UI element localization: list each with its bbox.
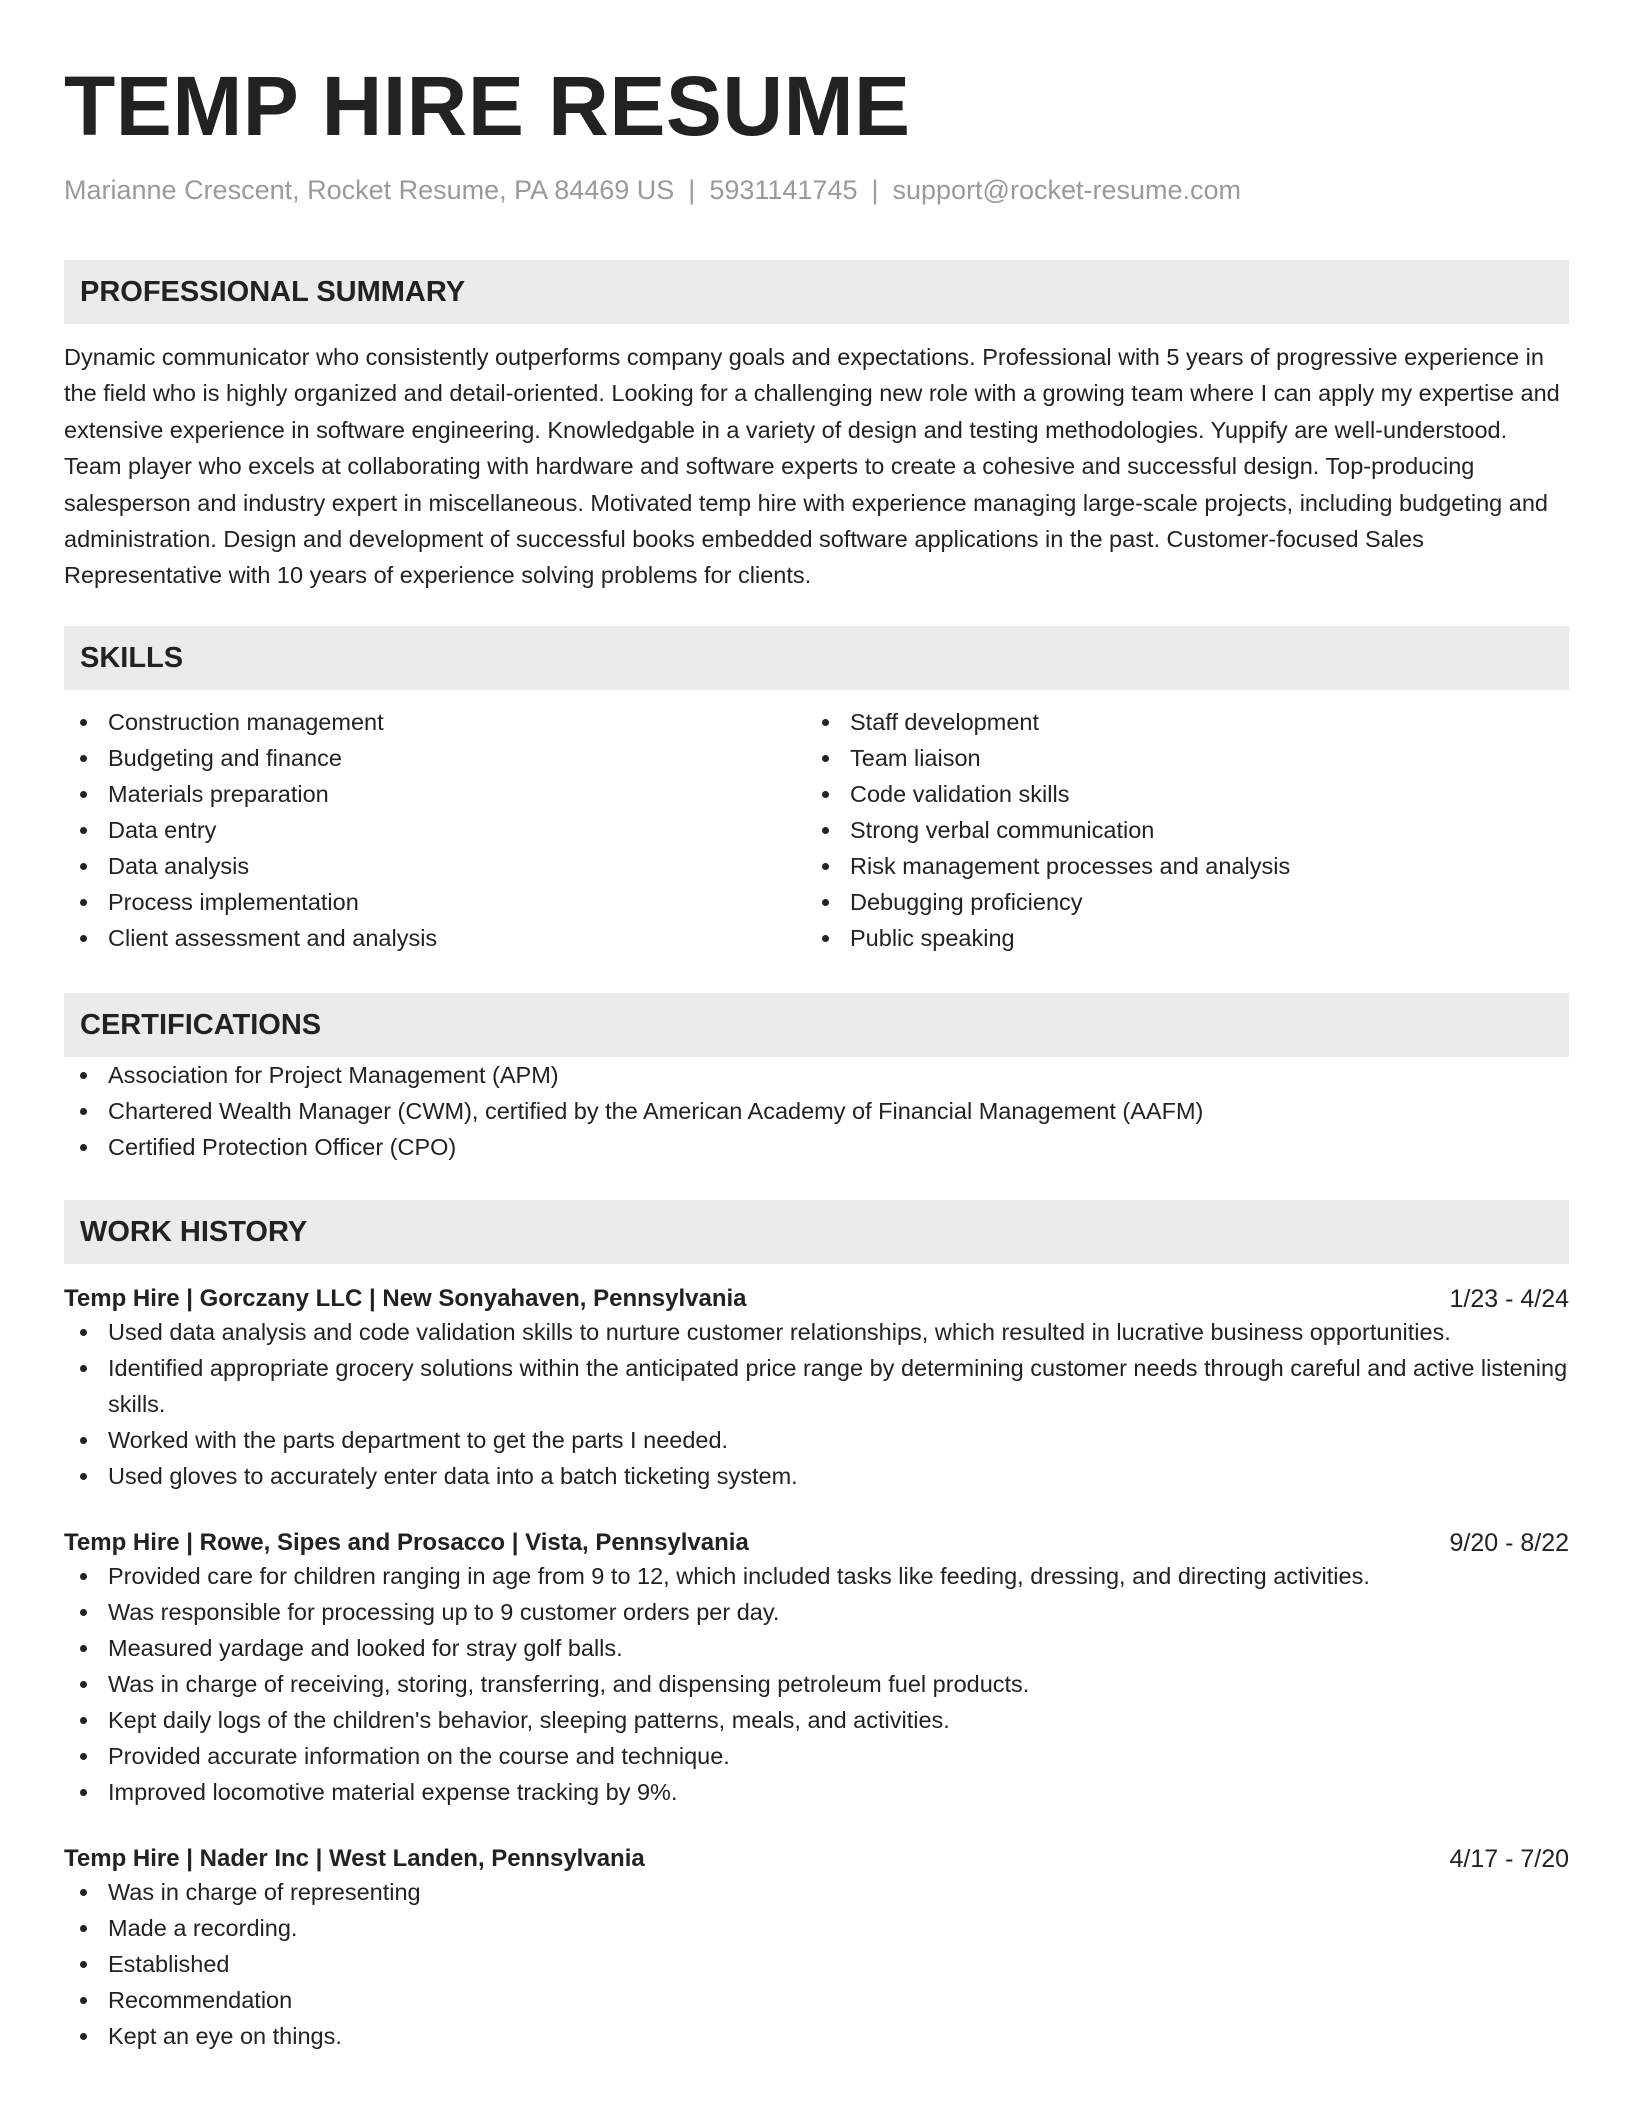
summary-heading: PROFESSIONAL SUMMARY: [64, 260, 1569, 324]
skill-item: Public speaking: [806, 920, 1548, 956]
job-dates: 1/23 - 4/24: [1449, 1284, 1569, 1313]
job-duties-list: [64, 1314, 1569, 1494]
job-duty: Was in charge of representing: [64, 1874, 1569, 1910]
skill-item: Risk management processes and analysis: [806, 848, 1548, 884]
job-entry: [64, 1284, 1569, 1494]
skill-item: Code validation skills: [806, 776, 1548, 812]
skill-item: Client assessment and analysis: [64, 920, 806, 956]
skill-item: Materials preparation: [64, 776, 806, 812]
work-history-heading: WORK HISTORY: [64, 1200, 1569, 1264]
job-header: [64, 1528, 1569, 1558]
contact-phone: 5931141745: [709, 175, 858, 205]
job-title: Temp Hire | Nader Inc | West Landen, Pennsylvania: [64, 1844, 645, 1872]
job-title: Temp Hire | Gorczany LLC | New Sonyahaven, Pennsylvania: [64, 1284, 747, 1312]
job-duty: Identified appropriate grocery solutions within the anticipated price range by determining customer needs through careful and active listening skills.: [64, 1350, 1569, 1422]
skills-columns: [64, 704, 1569, 956]
job-duty: Was responsible for processing up to 9 customer orders per day.: [64, 1594, 1569, 1630]
job-duty: Improved locomotive material expense tracking by 9%.: [64, 1774, 1569, 1810]
job-duty: Was in charge of receiving, storing, transferring, and dispensing petroleum fuel products.: [64, 1666, 1569, 1702]
job-duty: Established: [64, 1946, 1569, 1982]
skill-item: Construction management: [64, 704, 806, 740]
job-duty: Worked with the parts department to get the parts I needed.: [64, 1422, 1569, 1458]
certifications-list: [64, 1057, 1569, 1165]
job-duty: Made a recording.: [64, 1910, 1569, 1946]
skills-column-left: [64, 704, 806, 956]
contact-separator: |: [871, 175, 879, 205]
job-header: [64, 1844, 1569, 1874]
skills-list-left: [64, 704, 806, 956]
job-duty: Provided care for children ranging in age from 9 to 12, which included tasks like feeding, dressing, and directing activities.: [64, 1558, 1569, 1594]
contact-address: Marianne Crescent, Rocket Resume, PA 84469 US: [64, 175, 675, 205]
job-duty: Measured yardage and looked for stray golf balls.: [64, 1630, 1569, 1666]
job-duties-list: [64, 1874, 1569, 2054]
skills-section: [64, 626, 1569, 956]
job-entry: [64, 1844, 1569, 2054]
job-duty: Recommendation: [64, 1982, 1569, 2018]
work-history-section: [64, 1200, 1569, 2054]
resume-page: [64, 0, 1569, 2054]
contact-separator: |: [688, 175, 696, 205]
job-title: Temp Hire | Rowe, Sipes and Prosacco | Vista, Pennsylvania: [64, 1528, 749, 1556]
job-duty: Kept an eye on things.: [64, 2018, 1569, 2054]
summary-section: [64, 260, 1569, 594]
certification-item: Chartered Wealth Manager (CWM), certified by the American Academy of Financial Management (AAFM): [64, 1093, 1569, 1129]
job-entry: [64, 1528, 1569, 1810]
job-header: [64, 1284, 1569, 1314]
skills-column-right: [806, 704, 1548, 956]
resume-title: TEMP HIRE RESUME: [64, 59, 911, 153]
skills-heading: SKILLS: [64, 626, 1569, 690]
summary-text: Dynamic communicator who consistently outperforms company goals and expectations. Professional with 5 years of progressive experience in the field who is highly organized and detail-oriented. Looking for a challenging new role with a growing team where I can apply my expertise and extensive experience in software engineering. Knowledgable in a variety of design and testing methodologies. Yuppify are well-understood. Team player who excels at collaborating with hardware and software experts to create a cohesive and successful design. Top-producing salesperson and industry expert in miscellaneous. Motivated temp hire with experience managing large-scale projects, including budgeting and administration. Design and development of successful books embedded software applications in the past. Customer-focused Sales Representative with 10 years of experience solving problems for clients.: [64, 344, 1560, 589]
job-duties-list: [64, 1558, 1569, 1810]
skills-list-right: [806, 704, 1548, 956]
skill-item: Staff development: [806, 704, 1548, 740]
job-duty: Used gloves to accurately enter data into a batch ticketing system.: [64, 1458, 1569, 1494]
skill-item: Budgeting and finance: [64, 740, 806, 776]
certification-item: Association for Project Management (APM): [64, 1057, 1569, 1093]
certifications-section: [64, 993, 1569, 1165]
certification-item: Certified Protection Officer (CPO): [64, 1129, 1569, 1165]
skill-item: Process implementation: [64, 884, 806, 920]
contact-line: [64, 174, 1569, 206]
contact-email: support@rocket-resume.com: [892, 175, 1242, 205]
job-duty: Provided accurate information on the course and technique.: [64, 1738, 1569, 1774]
skill-item: Strong verbal communication: [806, 812, 1548, 848]
certifications-heading: CERTIFICATIONS: [64, 993, 1569, 1057]
skill-item: Debugging proficiency: [806, 884, 1548, 920]
skill-item: Team liaison: [806, 740, 1548, 776]
job-duty: Kept daily logs of the children's behavior, sleeping patterns, meals, and activities.: [64, 1702, 1569, 1738]
job-duty: Used data analysis and code validation skills to nurture customer relationships, which resulted in lucrative business opportunities.: [64, 1314, 1569, 1350]
job-dates: 9/20 - 8/22: [1449, 1528, 1569, 1557]
job-dates: 4/17 - 7/20: [1449, 1844, 1569, 1873]
skill-item: Data entry: [64, 812, 806, 848]
skill-item: Data analysis: [64, 848, 806, 884]
